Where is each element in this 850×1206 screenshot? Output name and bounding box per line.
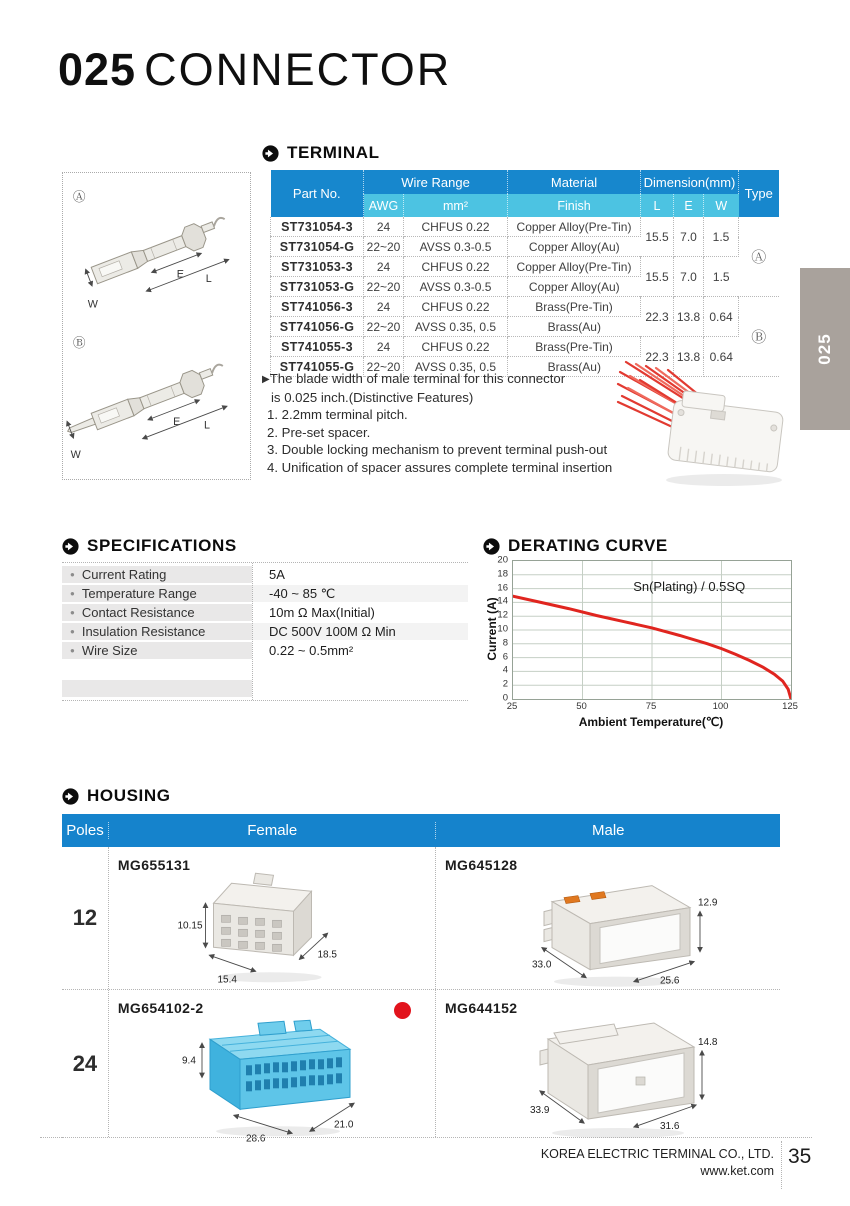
footer-divider — [40, 1137, 812, 1138]
spec-row — [62, 622, 468, 641]
female-12-drawing — [169, 857, 374, 989]
bullet-icon: ● — [70, 589, 75, 598]
red-dot-badge — [394, 1002, 411, 1019]
triangle-bullet-icon: ▶ — [262, 374, 270, 385]
cell-mm2: CHFUS 0.22 — [404, 297, 508, 317]
cell-awg: 24 — [364, 257, 404, 277]
y-tick: 4 — [502, 664, 508, 676]
feature-item: 4. Unification of spacer assures complete terminal insertion — [267, 459, 613, 475]
cell-awg: 24 — [364, 297, 404, 317]
col-female: Female — [247, 822, 298, 839]
feature-item: 1. 2.2mm terminal pitch. — [267, 407, 408, 423]
part-number: MG655131 — [117, 857, 191, 873]
title-number: 025 — [58, 44, 137, 95]
male-12-cell — [436, 847, 780, 989]
cell-mm2: CHFUS 0.22 — [404, 257, 508, 277]
cell-dim-w: 1.5 — [704, 257, 739, 297]
cell-finish: Brass(Au) — [508, 317, 641, 337]
spec-row — [62, 603, 468, 622]
y-tick: 14 — [497, 595, 508, 607]
feature-item: 3. Double locking mechanism to prevent terminal push-out — [267, 442, 608, 458]
bullet-icon: ● — [70, 608, 75, 617]
svg-text:E: E — [173, 415, 181, 428]
female-24-drawing — [158, 997, 386, 1142]
cell-type: Ⓐ — [739, 217, 779, 297]
cell-dim-l: 22.3 — [641, 297, 674, 337]
svg-text:25.6: 25.6 — [659, 975, 680, 987]
y-tick: 12 — [497, 609, 508, 621]
y-tick: 0 — [502, 692, 508, 704]
footer-company: KOREA ELECTRIC TERMINAL CO., LTD. — [540, 1147, 774, 1161]
feature-item: 2. Pre-set spacer. — [267, 424, 371, 440]
terminal-drawing-b — [65, 327, 245, 473]
cell-finish: Copper Alloy(Pre-Tin) — [508, 217, 641, 237]
x-tick: 100 — [712, 701, 729, 712]
y-tick: 20 — [497, 554, 508, 566]
svg-text:Ⓐ: Ⓐ — [72, 189, 86, 205]
col-dimension: Dimension(mm) — [641, 170, 739, 194]
cell-part: ST741055-3 — [271, 337, 364, 357]
cell-finish: Brass(Pre-Tin) — [508, 297, 641, 317]
spec-value — [252, 680, 468, 697]
svg-text:E: E — [176, 268, 184, 281]
housing-heading: HOUSING — [62, 786, 171, 806]
cell-dim-e: 7.0 — [674, 217, 704, 257]
cell-awg: 22~20 — [364, 277, 404, 297]
svg-text:21.0: 21.0 — [333, 1118, 354, 1130]
cell-mm2: AVSS 0.35, 0.5 — [404, 357, 508, 377]
terminal-row — [271, 297, 779, 317]
part-number: MG644152 — [444, 1000, 518, 1016]
svg-text:L: L — [203, 419, 210, 432]
col-l: L — [641, 194, 674, 217]
cell-part: ST741056-3 — [271, 297, 364, 317]
col-w: W — [704, 194, 739, 217]
cell-finish: Brass(Pre-Tin) — [508, 337, 641, 357]
y-axis-ticks — [486, 554, 508, 704]
cell-type: Ⓑ — [739, 297, 779, 377]
cell-part: ST731054-G — [271, 237, 364, 257]
cell-dim-w: 1.5 — [704, 217, 739, 257]
svg-text:14.8: 14.8 — [697, 1036, 718, 1048]
cell-mm2: AVSS 0.3-0.5 — [404, 237, 508, 257]
svg-text:33.0: 33.0 — [531, 959, 552, 971]
y-tick: 6 — [502, 651, 508, 663]
side-tab-025 — [800, 268, 850, 430]
spec-value: 5A — [269, 567, 285, 582]
cell-dim-e: 13.8 — [674, 337, 704, 377]
x-tick: 75 — [645, 701, 657, 712]
cell-finish: Brass(Au) — [508, 357, 641, 377]
bullet-icon: ● — [70, 570, 75, 579]
cell-awg: 22~20 — [364, 357, 404, 377]
svg-text:Ⓑ: Ⓑ — [72, 335, 86, 351]
svg-text:10.15: 10.15 — [177, 920, 203, 932]
cell-part: ST731053-G — [271, 277, 364, 297]
poles-value: 24 — [62, 990, 109, 1137]
svg-text:9.4: 9.4 — [181, 1054, 196, 1066]
spec-label: ● Wire Size — [62, 642, 252, 659]
cell-finish: Copper Alloy(Au) — [508, 277, 641, 297]
derating-chart — [486, 556, 806, 732]
spec-label: ● Contact Resistance — [62, 604, 252, 621]
page-number: 35 — [788, 1145, 812, 1168]
x-tick: 50 — [576, 701, 587, 712]
y-tick: 10 — [497, 623, 508, 635]
specifications-heading: SPECIFICATIONS — [62, 536, 237, 556]
spec-label — [62, 680, 252, 697]
spec-value: 10m Ω Max(Initial) — [269, 605, 375, 620]
derating-heading: DERATING CURVE — [483, 536, 668, 556]
y-tick: 16 — [497, 582, 508, 594]
bullet-icon: ● — [70, 646, 75, 655]
spec-label: ● Insulation Resistance — [62, 623, 252, 640]
svg-text:L: L — [205, 272, 212, 285]
svg-text:W: W — [87, 298, 98, 311]
col-male: Male — [435, 822, 780, 839]
col-e: E — [674, 194, 704, 217]
part-number: MG645128 — [444, 857, 518, 873]
svg-text:33.9: 33.9 — [529, 1104, 550, 1116]
terminal-row — [271, 257, 779, 277]
bullet-icon: ● — [70, 627, 75, 636]
cell-part: ST741055-G — [271, 357, 364, 377]
spec-label: ● Current Rating — [62, 566, 252, 583]
spec-row — [62, 679, 468, 698]
footer-website: www.ket.com — [700, 1164, 774, 1178]
y-tick: 18 — [497, 568, 508, 580]
col-part-no: Part No. — [271, 170, 364, 217]
connector-photo — [612, 356, 798, 490]
cell-part: ST731053-3 — [271, 257, 364, 277]
cell-awg: 24 — [364, 217, 404, 237]
footer-vertical-divider — [781, 1141, 782, 1189]
y-tick: 8 — [502, 637, 508, 649]
cell-dim-e: 13.8 — [674, 297, 704, 337]
cell-mm2: AVSS 0.3-0.5 — [404, 277, 508, 297]
svg-text:15.4: 15.4 — [217, 974, 237, 986]
housing-table — [62, 814, 780, 1142]
spec-value: -40 ~ 85 ℃ — [252, 585, 468, 602]
housing-row-24 — [62, 990, 780, 1142]
cell-dim-l: 15.5 — [641, 217, 674, 257]
cell-mm2: CHFUS 0.22 — [404, 337, 508, 357]
feature-list — [262, 370, 624, 477]
cell-part: ST741056-G — [271, 317, 364, 337]
svg-text:W: W — [70, 448, 81, 461]
feature-intro-1: ▶The blade width of male terminal for this connector — [262, 371, 566, 386]
cell-dim-l: 15.5 — [641, 257, 674, 297]
spec-row — [62, 660, 468, 679]
col-wire-range: Wire Range — [364, 170, 508, 194]
feature-intro-2: is 0.025 inch.(Distinctive Features) — [271, 389, 474, 405]
specifications-table — [62, 562, 468, 701]
part-number: MG654102-2 — [117, 1000, 204, 1016]
spec-value — [252, 661, 468, 678]
svg-text:31.6: 31.6 — [659, 1120, 680, 1132]
terminal-drawing-a — [65, 181, 245, 327]
spec-row — [62, 641, 468, 660]
spec-value: DC 500V 100M Ω Min — [252, 623, 468, 640]
male-12-drawing — [494, 854, 722, 994]
side-tab-label: 025 — [815, 333, 834, 365]
spec-row — [62, 565, 468, 584]
terminal-table — [270, 170, 779, 377]
page-title — [58, 44, 451, 96]
cell-dim-w: 0.64 — [704, 297, 739, 337]
female-12-cell — [109, 847, 436, 989]
svg-text:12.9: 12.9 — [697, 897, 718, 909]
cell-awg: 24 — [364, 337, 404, 357]
cell-finish: Copper Alloy(Pre-Tin) — [508, 257, 641, 277]
column-divider — [252, 563, 253, 700]
spec-row — [62, 584, 468, 603]
male-24-drawing — [494, 995, 722, 1145]
section-arrow-icon — [262, 145, 279, 162]
cell-awg: 22~20 — [364, 237, 404, 257]
cell-part: ST731054-3 — [271, 217, 364, 237]
cell-dim-e: 7.0 — [674, 257, 704, 297]
terminal-drawings-box — [62, 172, 251, 480]
cell-dim-w: 0.64 — [704, 337, 739, 377]
footer-text — [541, 1146, 774, 1180]
x-tick: 25 — [506, 701, 518, 712]
cell-mm2: AVSS 0.35, 0.5 — [404, 317, 508, 337]
col-awg: AWG — [364, 194, 404, 217]
cell-dim-l: 22.3 — [641, 337, 674, 377]
col-mm2: mm² — [404, 194, 508, 217]
section-arrow-icon — [62, 788, 79, 805]
col-poles: Poles — [62, 822, 109, 839]
col-material: Material — [508, 170, 641, 194]
cell-mm2: CHFUS 0.22 — [404, 217, 508, 237]
terminal-heading: TERMINAL — [262, 143, 380, 163]
housing-row-12 — [62, 847, 780, 990]
poles-value: 12 — [62, 847, 109, 989]
col-type: Type — [739, 170, 779, 217]
col-finish: Finish — [508, 194, 641, 217]
x-axis-ticks — [506, 701, 798, 713]
x-tick: 125 — [782, 701, 798, 712]
svg-text:18.5: 18.5 — [317, 949, 337, 961]
spec-label — [62, 661, 252, 678]
male-24-cell — [436, 990, 780, 1137]
spec-label: ● Temperature Range — [62, 585, 252, 602]
terminal-row — [271, 217, 779, 237]
y-axis-label: Current (A) — [485, 597, 499, 661]
svg-text:28.6: 28.6 — [245, 1132, 266, 1142]
y-tick: 2 — [502, 678, 508, 690]
terminal-row — [271, 337, 779, 357]
female-24-cell — [109, 990, 436, 1142]
title-word: CONNECTOR — [144, 44, 452, 95]
cell-finish: Copper Alloy(Au) — [508, 237, 641, 257]
curve-annotation: Sn(Plating) / 0.5SQ — [633, 578, 746, 594]
housing-header — [62, 814, 780, 847]
section-arrow-icon — [483, 538, 500, 555]
x-axis-label: Ambient Temperature(℃) — [578, 715, 724, 729]
spec-value: 0.22 ~ 0.5mm² — [269, 643, 354, 658]
section-arrow-icon — [62, 538, 79, 555]
cell-awg: 22~20 — [364, 317, 404, 337]
